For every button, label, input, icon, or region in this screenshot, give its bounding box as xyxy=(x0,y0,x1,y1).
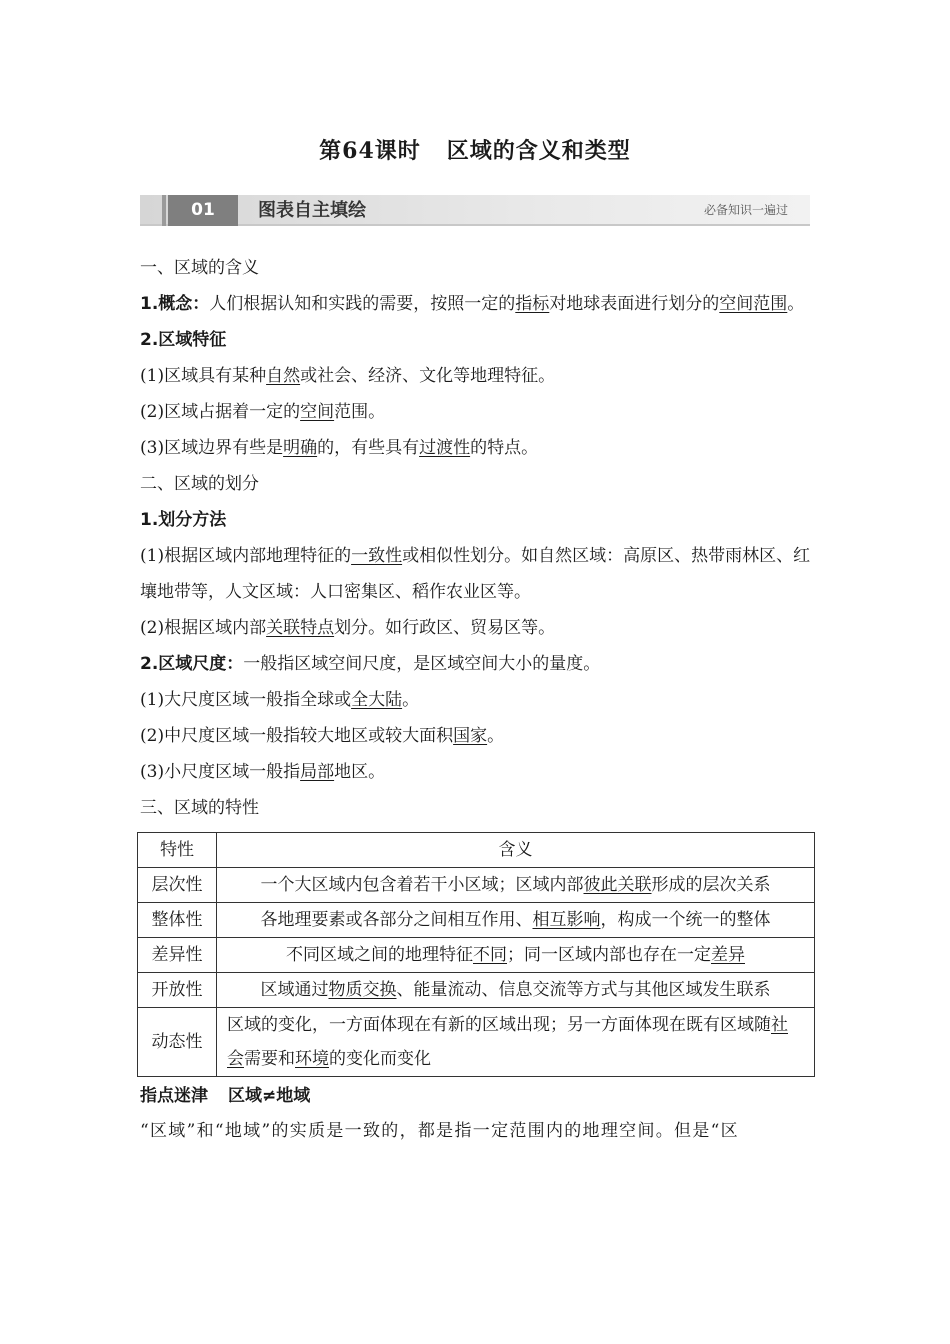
section-title: 图表自主填绘 xyxy=(258,200,366,221)
blank-answer: 社会 xyxy=(227,1015,788,1069)
feature-item: (3)区域边界有些是明确的，有些具有过渡性的特点。 xyxy=(140,438,539,458)
properties-table xyxy=(137,832,815,1077)
concept-paragraph: 1.概念：人们根据认知和实践的需要，按照一定的指标对地球表面进行划分的空间范围。 xyxy=(140,294,805,314)
lesson-topic: 区域的含义和类型 xyxy=(446,138,631,164)
table-cell-value: 各地理要素或各部分之间相互作用、相互影响，构成一个统一的整体 xyxy=(217,903,815,938)
blank-answer: 不同 xyxy=(473,945,507,965)
blank-answer: 差异 xyxy=(711,945,745,965)
scale-paragraph: 2.区域尺度：一般指区域空间尺度，是区域空间大小的量度。 xyxy=(140,654,601,674)
feature-item: (2)区域占据着一定的空间范围。 xyxy=(140,402,386,422)
table-cell-value: 区域的变化，一方面体现在有新的区域出现；另一方面体现在既有区域随社会需要和环境的变化而变化 xyxy=(217,1008,815,1077)
table-row xyxy=(138,973,815,1008)
scale-item: (3)小尺度区域一般指局部地区。 xyxy=(140,762,386,782)
feature-item: (1)区域具有某种自然或社会、经济、文化等地理特征。 xyxy=(140,366,556,386)
blank-answer: 空间 xyxy=(300,402,335,422)
table-cell-value: 区域通过物质交换、能量流动、信息交流等方式与其他区域发生联系 xyxy=(217,973,815,1008)
blank-answer: 环境 xyxy=(295,1049,329,1069)
tip-text: “区域”和“地域”的实质是一致的，都是指一定范围内的地理空间。但是“区 xyxy=(140,1121,739,1141)
page-title xyxy=(0,134,950,165)
heading-method: 1.划分方法 xyxy=(140,510,227,530)
blank-answer: 明确 xyxy=(283,438,318,458)
blank-answer: 全大陆 xyxy=(351,690,403,710)
table-cell-key: 层次性 xyxy=(138,868,217,903)
table-cell-key: 开放性 xyxy=(138,973,217,1008)
blank-answer: 一致性 xyxy=(351,546,403,566)
table-cell-key: 整体性 xyxy=(138,903,217,938)
table-cell-key: 动态性 xyxy=(138,1008,217,1077)
section-number: 01 xyxy=(168,195,238,226)
blank-answer: 相互影响 xyxy=(532,910,601,930)
tip-heading xyxy=(140,1079,812,1113)
scale-item: (2)中尺度区域一般指较大地区或较大面积国家。 xyxy=(140,726,505,746)
blank-answer: 空间范围 xyxy=(719,294,788,314)
table-header-row xyxy=(138,833,815,868)
table-header-cell: 含义 xyxy=(217,833,815,868)
section-banner xyxy=(140,195,810,226)
tip-label: 指点迷津 xyxy=(140,1086,208,1106)
table-row xyxy=(138,868,815,903)
heading-meaning: 一、区域的含义 xyxy=(140,258,259,278)
table-header-cell: 特性 xyxy=(138,833,217,868)
tip-title: 区域≠地域 xyxy=(228,1086,311,1106)
blank-answer: 自然 xyxy=(266,366,301,386)
blank-answer: 指标 xyxy=(515,294,550,314)
heading-division: 二、区域的划分 xyxy=(140,474,259,494)
main-content xyxy=(140,250,812,1149)
blank-answer: 国家 xyxy=(453,726,488,746)
table-cell-value: 一个大区域内包含着若干小区域；区域内部彼此关联形成的层次关系 xyxy=(217,868,815,903)
method-item: (2)根据区域内部关联特点划分。如行政区、贸易区等。 xyxy=(140,618,556,638)
lesson-number: 第64课时 xyxy=(319,138,421,164)
table-row xyxy=(138,938,815,973)
section-note: 必备知识一遍过 xyxy=(703,203,788,217)
blank-answer: 关联特点 xyxy=(266,618,335,638)
table-row xyxy=(138,903,815,938)
blank-answer: 彼此关联 xyxy=(583,875,652,895)
method-item: (1)根据区域内部地理特征的一致性或相似性划分。如自然区域：高原区、热带雨林区、红壤地带等，人文区域：人口密集区、稻作农业区等。 xyxy=(140,546,811,602)
heading-properties: 三、区域的特性 xyxy=(140,798,259,818)
blank-answer: 过渡性 xyxy=(419,438,471,458)
scale-item: (1)大尺度区域一般指全球或全大陆。 xyxy=(140,690,420,710)
table-cell-key: 差异性 xyxy=(138,938,217,973)
blank-answer: 局部 xyxy=(300,762,335,782)
table-cell-value: 不同区域之间的地理特征不同；同一区域内部也存在一定差异 xyxy=(217,938,815,973)
table-row xyxy=(138,1008,815,1077)
heading-features: 2.区域特征 xyxy=(140,330,227,350)
blank-answer: 物质交换 xyxy=(328,980,397,1000)
